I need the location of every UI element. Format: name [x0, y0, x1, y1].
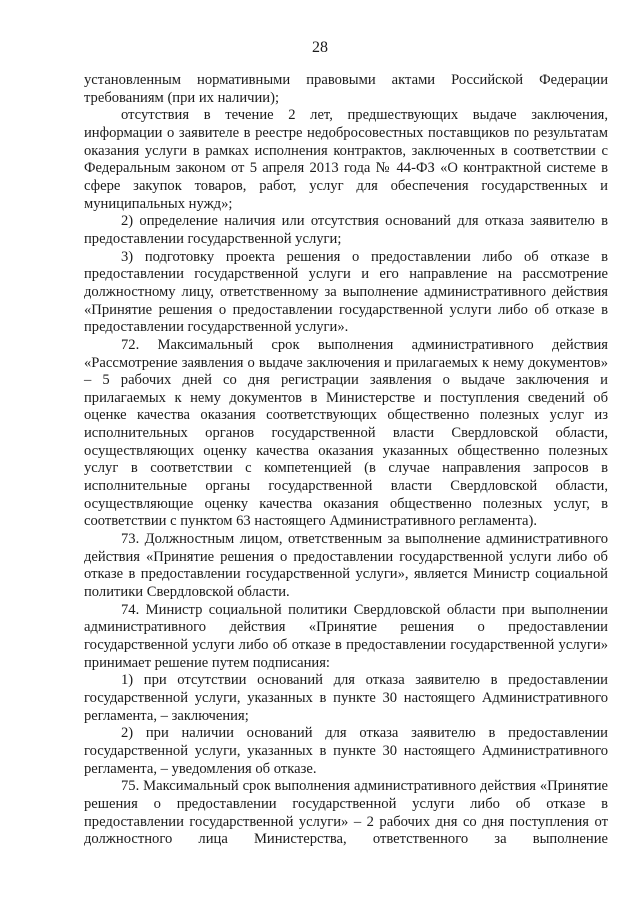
paragraph-74-item-1: 1) при отсутствии оснований для отказа заявителю в предоставлении государственной услуги, указанных в пункте 30 настоящего Административного регламента, – заключения;	[84, 672, 608, 724]
paragraph-item-2: 2) определение наличия или отсутствия оснований для отказа заявителю в предоставлении государственной услуги;	[84, 213, 608, 247]
paragraph-continuation: установленным нормативными правовыми актами Российской Федерации требованиям (при их наличии);	[84, 72, 608, 106]
paragraph-absence-of-info: отсутствия в течение 2 лет, предшествующих выдаче заключения, информации о заявителе в реестре недобросовестных поставщиков по результатам оказания услуги в рамках исполнения контрактов, заключенных в соответствии с Федеральным законом от 5 апреля 2013 года № 44-ФЗ «О контрактной системе в сфере закупок товаров, работ, услуг для обеспечения государственных и муниципальных нужд»;	[84, 107, 608, 212]
paragraph-74: 74. Министр социальной политики Свердловской области при выполнении административного действия «Принятие решения о предоставлении государственной услуги либо об отказе в предоставлении государственной услуги» принимает решение путем подписания:	[84, 601, 608, 671]
paragraph-73: 73. Должностным лицом, ответственным за выполнение административного действия «Принятие решения о предоставлении государственной услуги либо об отказе в предоставлении государственной услуги», является Министр социальной политики Свердловской области.	[84, 531, 608, 601]
paragraph-75: 75. Максимальный срок выполнения административного действия «Принятие решения о предоставлении государственной услуги либо об отказе в предоставлении государственной услуги» – 2 рабочих дня со дня поступления от должностного лица Министерства, ответственного за выполнение	[84, 778, 608, 848]
page-number: 28	[312, 39, 328, 56]
document-body	[84, 72, 608, 849]
paragraph-item-3: 3) подготовку проекта решения о предоставлении либо об отказе в предоставлении государственной услуги и его направление на рассмотрение должностному лицу, ответственному за выполнение административного действия «Принятие решения о предоставлении государственной услуги либо об отказе в предоставлении государственной услуги».	[84, 248, 608, 336]
paragraph-72: 72. Максимальный срок выполнения административного действия «Рассмотрение заявления о выдаче заключения и прилагаемых к нему документов» – 5 рабочих дней со дня регистрации заявления о выдаче заключения и прилагаемых к нему документов в Министерстве и поступления сведений об оценке качества оказания соответствующих общественно полезных услуг из исполнительных органов государственной власти Свердловской области, осуществляющих оценку качества оказания указанных общественно полезных услуг в соответствии с компетенцией (в случае направления запросов в исполнительные органы государственной власти Свердловской области, осуществляющие оценку качества оказания общественно полезных услуг, в соответствии с пунктом 63 настоящего Административного регламента).	[84, 336, 608, 530]
paragraph-74-item-2: 2) при наличии оснований для отказа заявителю в предоставлении государственной услуги, указанных в пункте 30 настоящего Административного регламента, – уведомления об отказе.	[84, 725, 608, 777]
